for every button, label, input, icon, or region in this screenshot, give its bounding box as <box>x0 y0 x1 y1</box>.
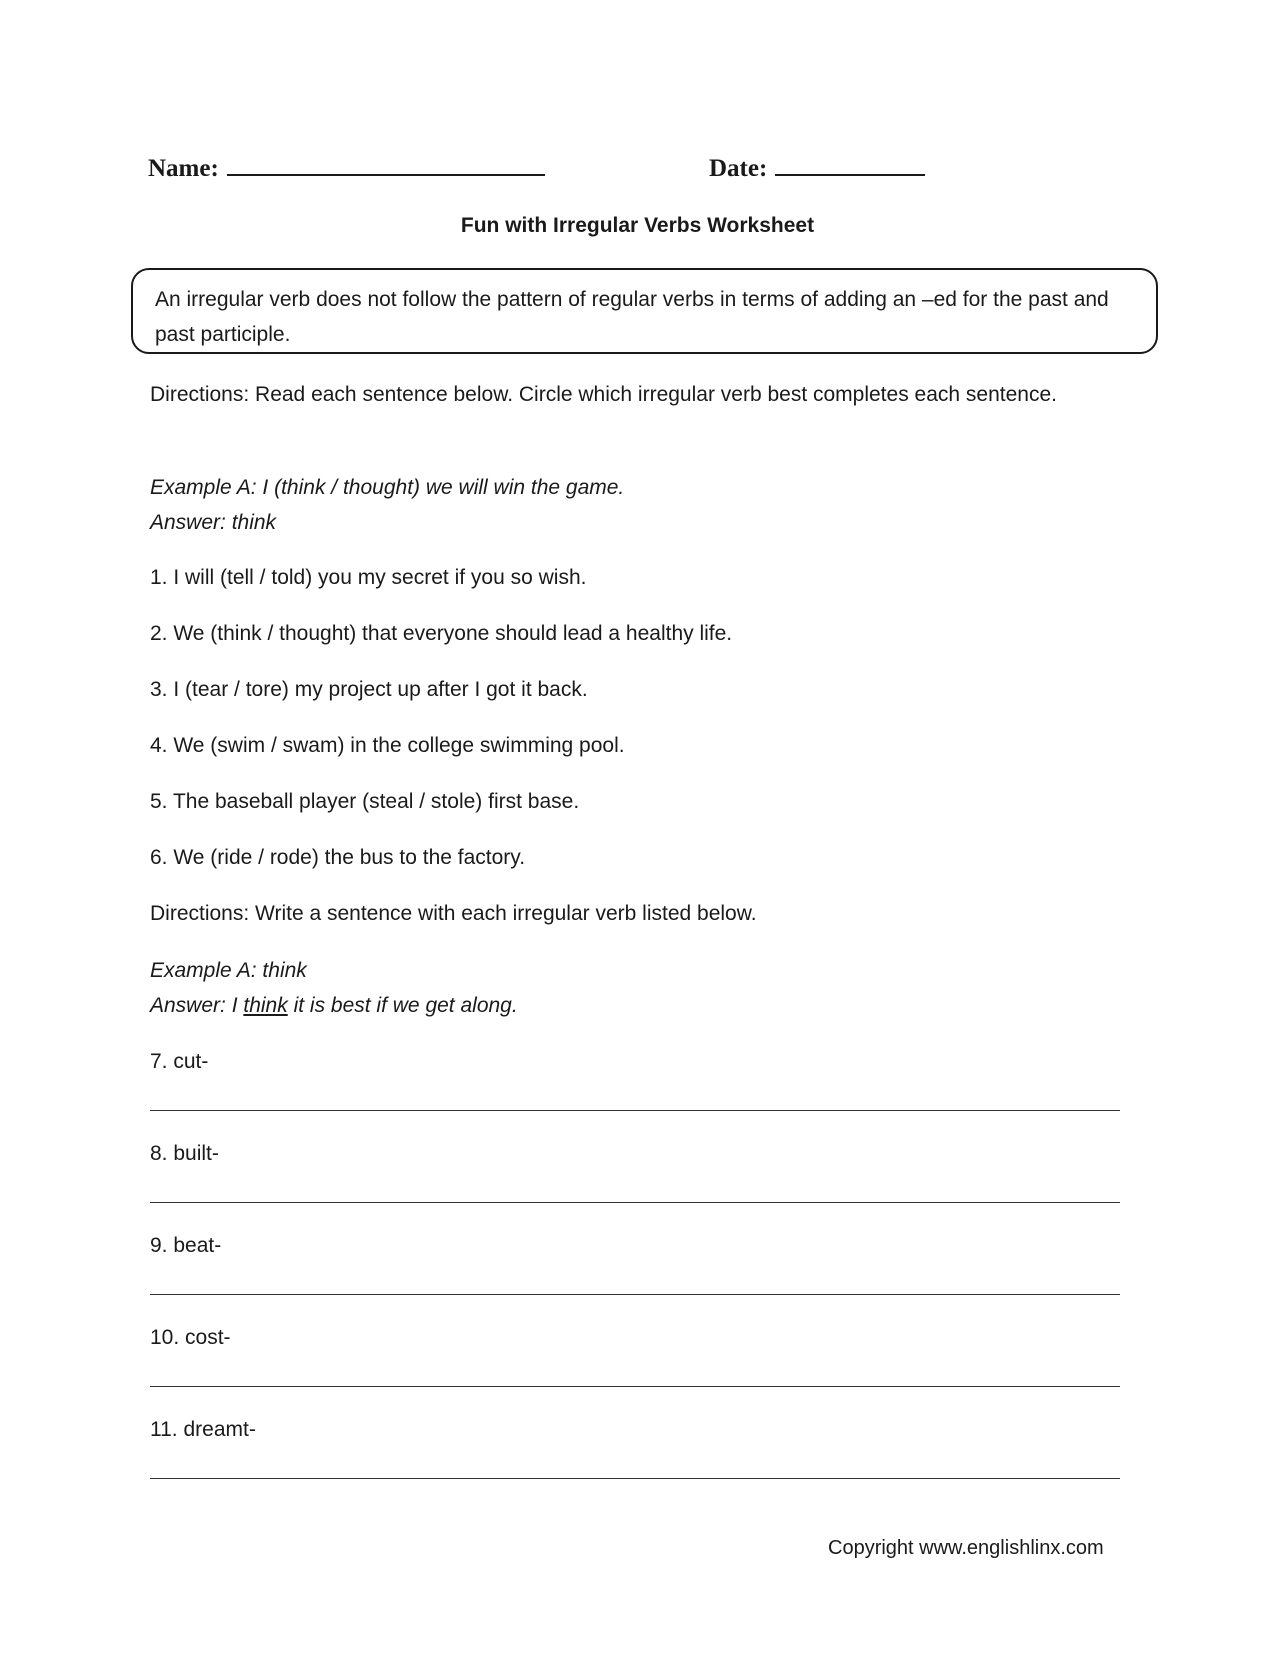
date-label: Date: <box>709 155 768 182</box>
question-1[interactable]: 1. I will (tell / told) you my secret if you so wish. <box>150 566 587 589</box>
item-8-label: 8. built- <box>150 1142 219 1165</box>
part1-directions: Directions: Read each sentence below. Circle which irregular verb best completes each sentence. <box>150 383 1057 406</box>
definition-box <box>131 268 1158 354</box>
name-label: Name: <box>148 155 219 182</box>
name-blank[interactable] <box>227 150 545 176</box>
date-field[interactable] <box>709 150 925 183</box>
item-11-answer-line[interactable] <box>150 1478 1120 1479</box>
item-7-answer-line[interactable] <box>150 1110 1120 1111</box>
answer-suffix: it is best if we get along. <box>287 994 518 1017</box>
question-6[interactable]: 6. We (ride / rode) the bus to the factory. <box>150 846 526 869</box>
part1-example-prompt: Example A: I (think / thought) we will win the game. <box>150 476 625 499</box>
answer-underlined-word: think <box>243 994 288 1017</box>
part2-example-answer <box>150 988 518 1023</box>
definition-text: An irregular verb does not follow the pattern of regular verbs in terms of adding an –ed for the past and past participle. <box>155 288 1109 346</box>
part2-example-prompt: Example A: think <box>150 959 307 982</box>
date-blank[interactable] <box>775 150 925 176</box>
item-7-label: 7. cut- <box>150 1050 209 1073</box>
question-2[interactable]: 2. We (think / thought) that everyone should lead a healthy life. <box>150 622 733 645</box>
item-11-label: 11. dreamt- <box>150 1418 256 1441</box>
worksheet-title: Fun with Irregular Verbs Worksheet <box>460 214 815 237</box>
part2-directions: Directions: Write a sentence with each irregular verb listed below. <box>150 902 757 925</box>
item-8-answer-line[interactable] <box>150 1202 1120 1203</box>
name-field[interactable] <box>148 150 545 183</box>
item-9-label: 9. beat- <box>150 1234 222 1257</box>
part1-example-answer: Answer: think <box>150 511 277 534</box>
question-4[interactable]: 4. We (swim / swam) in the college swimming pool. <box>150 734 625 757</box>
copyright-text: Copyright www.englishlinx.com <box>828 1537 1104 1559</box>
item-10-answer-line[interactable] <box>150 1386 1120 1387</box>
item-10-label: 10. cost- <box>150 1326 231 1349</box>
question-5[interactable]: 5. The baseball player (steal / stole) first base. <box>150 790 580 813</box>
answer-prefix: Answer: I <box>150 994 244 1017</box>
question-3[interactable]: 3. I (tear / tore) my project up after I got it back. <box>150 678 588 701</box>
item-9-answer-line[interactable] <box>150 1294 1120 1295</box>
